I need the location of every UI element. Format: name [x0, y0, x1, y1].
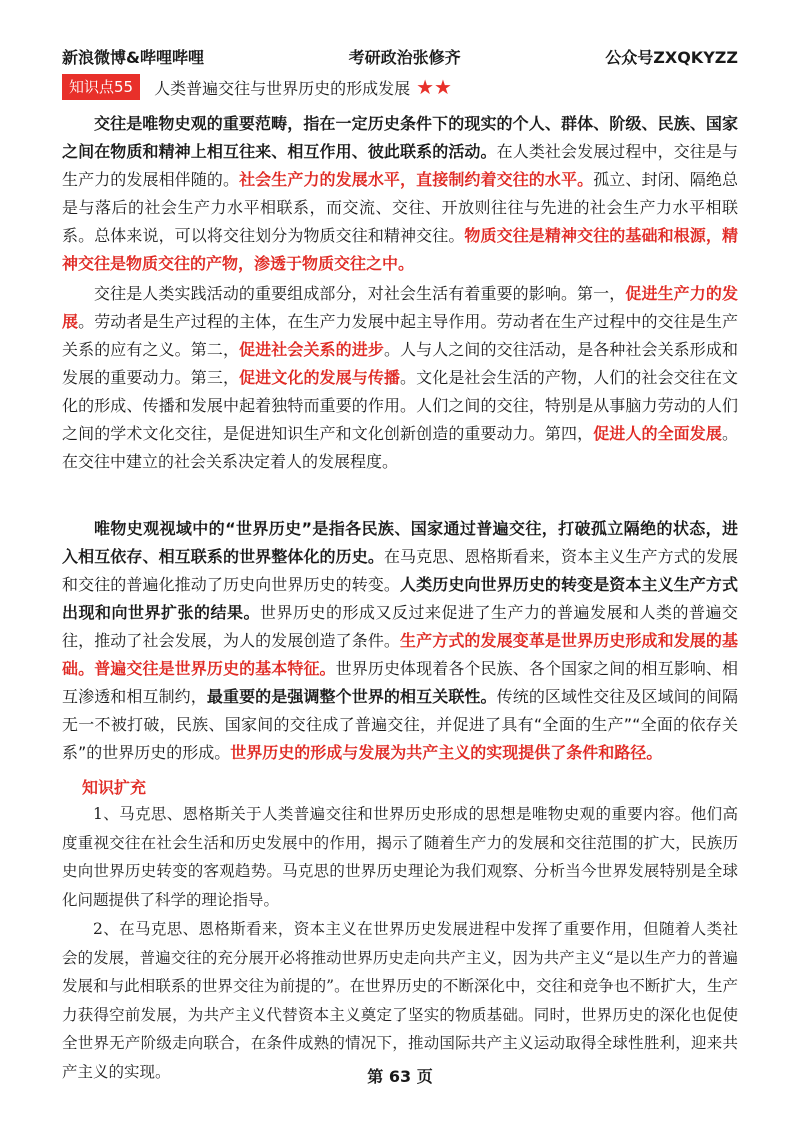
expansion-title: 知识扩充: [82, 778, 147, 797]
paragraph-segment: 促进人的全面发展: [593, 424, 722, 443]
paragraph-segment: 世界历史的形成与发展为共产主义的实现提供了条件和路径。: [230, 743, 663, 762]
topic-badge: 知识点55: [62, 74, 140, 100]
paragraph-2: [62, 280, 738, 476]
paragraph-segment: 世界历史的形成又反过来促进了生产力的普遍发展和人类的普遍交往，推动了社会发展，为人的发展创造了条件。: [62, 603, 738, 650]
paragraph-segment: 促进文化的发展与传播: [239, 368, 401, 387]
topic-heading: [62, 74, 452, 100]
importance-stars-icon: ★★: [416, 75, 452, 99]
paragraph-segment: 交往是唯物史观的重要范畴，指在一定历史条件下的现实的个人、群体、阶级、民族、国家之间在物质和精神上相互往来、相互作用、彼此联系的活动。: [62, 114, 738, 161]
paragraph-segment: 在人类社会发展过程中，交往是与生产力的发展相伴随的。: [62, 142, 738, 189]
paragraph-segment: 。劳动者是生产过程的主体，在生产力发展中起主导作用。劳动者在生产过程中的交往是生产关系的应有之义。第二，: [62, 312, 738, 359]
header-center: 考研政治张修齐: [348, 47, 461, 67]
paragraph-segment: 生产方式的发展变革是世界历史形成和发展的基础。普遍交往是世界历史的基本特征。: [62, 631, 738, 678]
header-right: 公众号ZXQKYZZ: [605, 47, 738, 67]
paragraph-segment: 唯物史观视域中的“世界历史”是指各民族、国家通过普遍交往，打破孤立隔绝的状态，进入相互依存、相互联系的世界整体化的历史。: [62, 519, 738, 566]
expansion-item: 1、马克思、恩格斯关于人类普遍交往和世界历史形成的思想是唯物史观的重要内容。他们高度重视交往在社会生活和历史发展中的作用，揭示了随着生产力的发展和交往范围的扩大，民族历史向世界历史转变的客观趋势。马克思的世界历史理论为我们观察、分析当今世界发展特别是全球化问题提供了科学的理论指导。: [62, 805, 738, 909]
paragraph-segment: 孤立、封闭、隔绝总是与落后的社会生产力水平相联系，而交流、交往、开放则往往与先进的社会生产力水平相联系。总体来说，可以将交往划分为物质交往和精神交往。: [62, 170, 738, 245]
paragraph-segment: 传统的区域性交往及区域间的间隔无一不被打破，民族、国家间的交往成了普遍交往，并促进了具有“全面的生产”“全面的依存关系”的世界历史的形成。: [62, 687, 738, 762]
header-left: 新浪微博&哔哩哔哩: [62, 47, 204, 67]
page-header: [62, 42, 738, 70]
topic-title: 人类普遍交往与世界历史的形成发展: [154, 78, 411, 98]
paragraph-segment: 促进生产力的发展: [62, 284, 738, 331]
paragraph-segment: 在马克思、恩格斯看来，资本主义生产方式的发展和交往的普遍化推动了历史向世界历史的转变。: [62, 547, 738, 594]
paragraph-segment: 。在交往中建立的社会关系决定着人的发展程度。: [62, 424, 738, 471]
paragraph-segment: 交往是人类实践活动的重要组成部分，对社会生活有着重要的影响。第一，: [94, 284, 626, 303]
paragraph-3: [62, 515, 738, 767]
paragraph-1: [62, 110, 738, 278]
expansion-item: 2、在马克思、恩格斯看来，资本主义在世界历史发展进程中发挥了重要作用，但随着人类社会的发展，普遍交往的充分展开必将推动世界历史走向共产主义，因为共产主义“是以生产力的普遍发展和与此相联系的世界交往为前提的”。在世界历史的不断深化中，交往和竞争也不断扩大，生产力获得空前发展，为共产主义代替资本主义奠定了坚实的物质基础。同时，世界历史的深化也促使全世界无产阶级走向联合，在条件成熟的情况下，推动国际共产主义运动取得全球性胜利，迎来共产主义的实现。: [62, 920, 738, 1081]
paragraph-segment: 。文化是社会生活的产物，人们的社会交往在文化的形成、传播和发展中起着独特而重要的作用。人们之间的交往，特别是从事脑力劳动的人们之间的学术文化交往，是促进知识生产和文化创新创造的重要动力。第四，: [62, 368, 738, 443]
paragraph-segment: 人类历史向世界历史的转变是资本主义生产方式出现和向世界扩张的结果。: [62, 575, 738, 622]
paragraph-segment: 促进社会关系的进步: [239, 340, 384, 359]
page-number: 第 63 页: [367, 1067, 433, 1086]
paragraph-segment: 。人与人之间的交往活动，是各种社会关系形成和发展的重要动力。第三，: [62, 340, 738, 387]
paragraph-segment: 物质交往是精神交往的基础和根源，精神交往是物质交往的产物，渗透于物质交往之中。: [62, 226, 738, 273]
paragraph-segment: 世界历史体现着各个民族、各个国家之间的相互影响、相互渗透和相互制约，: [62, 659, 738, 706]
paragraph-segment: 社会生产力的发展水平，直接制约着交往的水平。: [239, 170, 594, 189]
paragraph-segment: 最重要的是强调整个世界的相互关联性。: [206, 687, 497, 706]
